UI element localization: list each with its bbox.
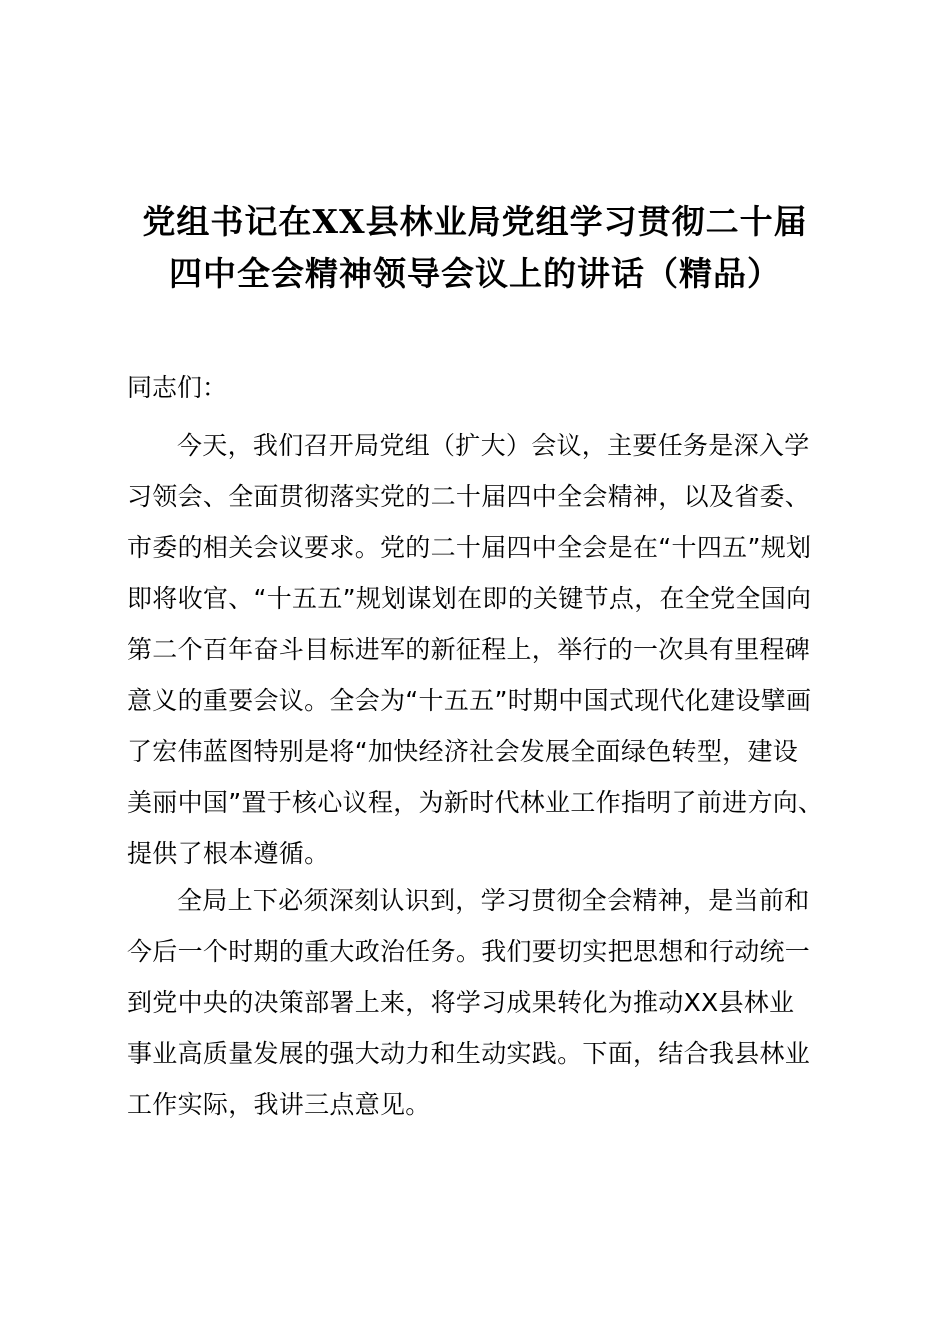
paragraph-line: 美丽中国”置于核心议程，为新时代林业工作指明了前进方向、 [127, 788, 823, 817]
paragraph-line: 即将收官、“十五五”规划谋划在即的关键节点，在全党全国向 [127, 584, 812, 613]
paragraph-line: 事业高质量发展的强大动力和生动实践。下面，结合我县林业 [127, 1039, 811, 1068]
paragraph-line: 意义的重要会议。全会为“十五五”时期中国式现代化建设擘画 [127, 686, 812, 715]
paragraph-line: 提供了根本遵循。 [127, 839, 330, 868]
paragraph-line: 全局上下必须深刻认识到，学习贯彻全会精神，是当前和 [177, 886, 810, 915]
salutation: 同志们： [127, 373, 228, 402]
paragraph-line: 今天，我们召开局党组（扩大）会议，主要任务是深入学 [177, 431, 810, 460]
document-title [118, 196, 832, 300]
paragraph-line: 市委的相关会议要求。党的二十届四中全会是在“十四五”规划 [127, 533, 812, 562]
paragraph-line: 了宏伟蓝图特别是将“加快经济社会发展全面绿色转型，建设 [127, 737, 799, 766]
paragraph-2 [127, 875, 823, 1130]
title-line: 党组书记在XX县林业局党组学习贯彻二十届 [142, 202, 808, 241]
paragraph-line: 习领会、全面贯彻落实党的二十届四中全会精神，以及省委、 [127, 482, 811, 511]
paragraph-line: 到党中央的决策部署上来，将学习成果转化为推动XX县林业 [127, 988, 795, 1017]
title-line: 四中全会精神领导会议上的讲话（精品） [169, 254, 781, 293]
paragraph-1 [127, 420, 823, 879]
paragraph-line: 第二个百年奋斗目标进军的新征程上，举行的一次具有里程碑 [127, 635, 811, 664]
paragraph-line: 工作实际，我讲三点意见。 [127, 1090, 431, 1119]
paragraph-line: 今后一个时期的重大政治任务。我们要切实把思想和行动统一 [127, 937, 811, 966]
